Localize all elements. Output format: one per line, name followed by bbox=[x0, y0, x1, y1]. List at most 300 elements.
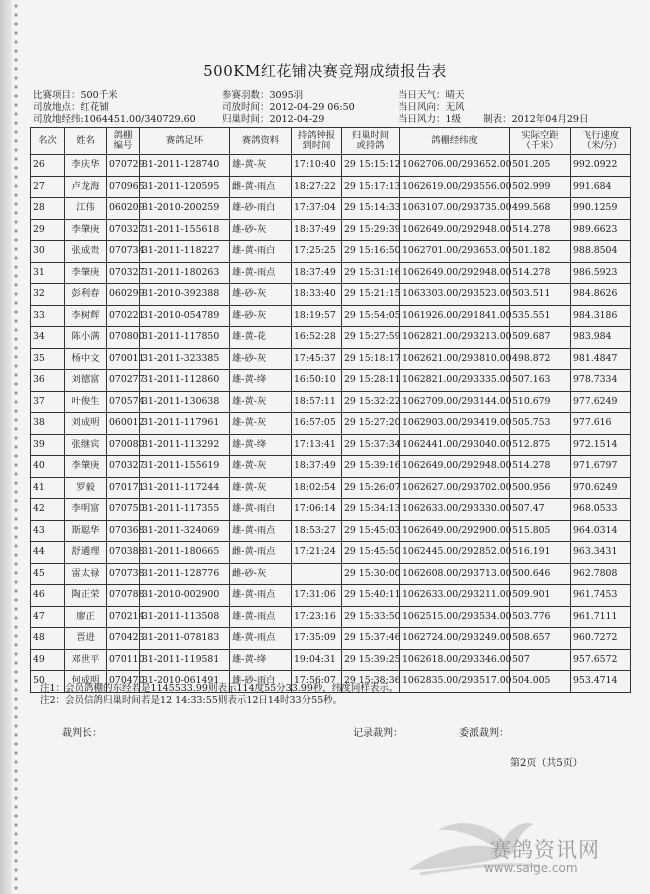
header-name: 姓名 bbox=[65, 128, 107, 155]
cell-loft-id: 070327 bbox=[107, 456, 140, 478]
cell-distance: 500.956 bbox=[510, 477, 571, 499]
cell-rank: 41 bbox=[31, 477, 65, 499]
cell-distance: 509.901 bbox=[510, 585, 571, 607]
cell-speed: 978.7334 bbox=[571, 370, 631, 392]
cell-loft-coords: 1062709.00/293144.00 bbox=[400, 391, 510, 413]
cell-loft-coords: 1062633.00/293211.00 bbox=[400, 585, 510, 607]
made-date: 制表：2012年04月29日 bbox=[483, 114, 589, 125]
header-rank: 名次 bbox=[31, 128, 65, 155]
cell-loft-id: 070423 bbox=[107, 628, 140, 650]
table-row bbox=[31, 348, 631, 370]
cell-loft-id: 070750 bbox=[107, 499, 140, 521]
recording-referee-label: 记录裁判： bbox=[353, 728, 403, 739]
header-loft-id: 鸽棚编号 bbox=[107, 128, 140, 155]
cell-speed: 988.8504 bbox=[571, 241, 631, 263]
table-row bbox=[31, 176, 631, 198]
cell-name: 罗毅 bbox=[65, 477, 107, 499]
cell-loft-id: 060209 bbox=[107, 198, 140, 220]
cell-rank: 37 bbox=[31, 391, 65, 413]
cell-name: 斯聪华 bbox=[65, 520, 107, 542]
cell-bird-info: 雄-黄-灰 bbox=[230, 477, 292, 499]
cell-ring: 31-2011-078183 bbox=[140, 628, 230, 650]
cell-name: 何成明 bbox=[65, 671, 107, 693]
cell-return-time: 29 15:16:50 bbox=[342, 241, 400, 263]
cell-ring: 31-2011-155618 bbox=[140, 219, 230, 241]
cell-loft-id: 070388 bbox=[107, 542, 140, 564]
cell-return-time: 29 15:34:13 bbox=[342, 499, 400, 521]
cell-loft-coords: 1061926.00/291841.00 bbox=[400, 305, 510, 327]
info-right bbox=[398, 90, 588, 126]
cell-ring: 31-2011-180665 bbox=[140, 542, 230, 564]
cell-distance: 509.687 bbox=[510, 327, 571, 349]
cell-loft-coords: 1062619.00/293556.00 bbox=[400, 176, 510, 198]
cell-clock-time: 16:57:05 bbox=[292, 413, 342, 435]
header-distance: 实际空距（千米） bbox=[510, 128, 571, 155]
cell-return-time: 29 15:21:15 bbox=[342, 284, 400, 306]
cell-ring: 31-2011-117850 bbox=[140, 327, 230, 349]
cell-clock-time: 17:21:24 bbox=[292, 542, 342, 564]
table-header-row bbox=[31, 128, 631, 155]
cell-loft-coords: 1062621.00/293810.00 bbox=[400, 348, 510, 370]
cell-loft-coords: 1062445.00/292852.00 bbox=[400, 542, 510, 564]
table-row bbox=[31, 262, 631, 284]
notes bbox=[40, 683, 398, 707]
cell-rank: 26 bbox=[31, 155, 65, 177]
report-title: 500KM红花铺决赛竞翔成绩报告表 bbox=[203, 62, 447, 80]
cell-bird-info: 雌-黄-雨点 bbox=[230, 176, 292, 198]
cell-return-time: 29 15:45:50 bbox=[342, 542, 400, 564]
cell-loft-coords: 1062627.00/293702.00 bbox=[400, 477, 510, 499]
table-row bbox=[31, 628, 631, 650]
cell-return-time: 29 15:54:05 bbox=[342, 305, 400, 327]
cell-clock-time: 18:37:49 bbox=[292, 262, 342, 284]
cell-rank: 48 bbox=[31, 628, 65, 650]
cell-ring: 31-2011-113508 bbox=[140, 606, 230, 628]
cell-name: 叶俊生 bbox=[65, 391, 107, 413]
release-time: 司放时间：2012-04-29 06:50 bbox=[222, 102, 355, 113]
cell-name: 陶正荣 bbox=[65, 585, 107, 607]
cell-name: 刘德富 bbox=[65, 370, 107, 392]
table-row bbox=[31, 391, 631, 413]
cell-loft-id: 070171 bbox=[107, 477, 140, 499]
cell-rank: 38 bbox=[31, 413, 65, 435]
cell-rank: 50 bbox=[31, 671, 65, 693]
cell-clock-time: 16:50:10 bbox=[292, 370, 342, 392]
cell-speed: 984.3186 bbox=[571, 305, 631, 327]
cell-distance: 505.753 bbox=[510, 413, 571, 435]
header-speed: 飞行速度（米/分） bbox=[571, 128, 631, 155]
cell-clock-time: 18:53:27 bbox=[292, 520, 342, 542]
cell-bird-info: 雄-砂-灰 bbox=[230, 219, 292, 241]
cell-bird-info: 雄-黄-绛 bbox=[230, 649, 292, 671]
cell-return-time: 29 15:17:13 bbox=[342, 176, 400, 198]
cell-ring: 31-2011-128776 bbox=[140, 563, 230, 585]
cell-return-time: 29 15:37:46 bbox=[342, 628, 400, 650]
cell-return-time: 29 15:45:03 bbox=[342, 520, 400, 542]
cell-loft-id: 070470 bbox=[107, 671, 140, 693]
cell-distance: 514.278 bbox=[510, 219, 571, 241]
cell-rank: 49 bbox=[31, 649, 65, 671]
results-table bbox=[30, 127, 631, 693]
table-row bbox=[31, 499, 631, 521]
cell-rank: 34 bbox=[31, 327, 65, 349]
cell-bird-info: 雄-黄-雨白 bbox=[230, 241, 292, 263]
cell-loft-coords: 1062441.00/293040.00 bbox=[400, 434, 510, 456]
cell-ring: 31-2010-061491 bbox=[140, 671, 230, 693]
cell-rank: 27 bbox=[31, 176, 65, 198]
cell-rank: 47 bbox=[31, 606, 65, 628]
cell-speed: 970.6249 bbox=[571, 477, 631, 499]
cell-distance: 504.005 bbox=[510, 671, 571, 693]
cell-ring: 31-2011-117355 bbox=[140, 499, 230, 521]
cell-name: 卢龙海 bbox=[65, 176, 107, 198]
cell-distance: 503.776 bbox=[510, 606, 571, 628]
cell-rank: 31 bbox=[31, 262, 65, 284]
cell-loft-id: 060299 bbox=[107, 284, 140, 306]
cell-rank: 29 bbox=[31, 219, 65, 241]
cell-distance: 500.646 bbox=[510, 563, 571, 585]
cell-distance: 535.551 bbox=[510, 305, 571, 327]
cell-rank: 30 bbox=[31, 241, 65, 263]
cell-name: 雷太禄 bbox=[65, 563, 107, 585]
cell-speed: 968.0533 bbox=[571, 499, 631, 521]
cell-name: 李肇庚 bbox=[65, 219, 107, 241]
cell-clock-time: 17:23:16 bbox=[292, 606, 342, 628]
cell-name: 杨中文 bbox=[65, 348, 107, 370]
header-loft-coords: 鸽棚经纬度 bbox=[400, 128, 510, 155]
cell-speed: 971.6797 bbox=[571, 456, 631, 478]
cell-speed: 990.1259 bbox=[571, 198, 631, 220]
cell-loft-id: 070327 bbox=[107, 262, 140, 284]
table-row bbox=[31, 413, 631, 435]
cell-return-time: 29 15:40:11 bbox=[342, 585, 400, 607]
header-bird-info: 赛鸽资料 bbox=[230, 128, 292, 155]
cell-ring: 31-2011-117961 bbox=[140, 413, 230, 435]
cell-loft-coords: 1062649.00/292900.00 bbox=[400, 520, 510, 542]
cell-loft-coords: 1062649.00/292948.00 bbox=[400, 262, 510, 284]
cell-ring: 31-2011-120595 bbox=[140, 176, 230, 198]
binding-edge bbox=[0, 0, 12, 894]
cell-clock-time: 17:13:41 bbox=[292, 434, 342, 456]
cell-name: 晋进 bbox=[65, 628, 107, 650]
cell-name: 李明富 bbox=[65, 499, 107, 521]
race-item: 比赛项目：500千米 bbox=[33, 90, 118, 101]
cell-ring: 31-2010-054789 bbox=[140, 305, 230, 327]
table-row bbox=[31, 219, 631, 241]
cell-loft-id: 070574 bbox=[107, 391, 140, 413]
cell-distance: 507.163 bbox=[510, 370, 571, 392]
cell-name: 江伟 bbox=[65, 198, 107, 220]
cell-rank: 36 bbox=[31, 370, 65, 392]
cell-return-time: 29 15:28:11 bbox=[342, 370, 400, 392]
cell-distance: 502.999 bbox=[510, 176, 571, 198]
cell-loft-id: 070214 bbox=[107, 606, 140, 628]
cell-return-time: 29 15:14:33 bbox=[342, 198, 400, 220]
cell-return-time: 29 15:31:16 bbox=[342, 262, 400, 284]
cell-ring: 31-2010-002900 bbox=[140, 585, 230, 607]
cell-name: 刘成明 bbox=[65, 413, 107, 435]
cell-name: 张成贵 bbox=[65, 241, 107, 263]
cell-loft-id: 070368 bbox=[107, 520, 140, 542]
cell-clock-time: 17:10:40 bbox=[292, 155, 342, 177]
cell-return-time: 29 15:30:00 bbox=[342, 563, 400, 585]
cell-ring: 31-2011-113292 bbox=[140, 434, 230, 456]
cell-ring: 31-2010-392388 bbox=[140, 284, 230, 306]
note-2: 注2：会员信鸽归巢时间若是12 14:33:55则表示12日14时33分55秒。 bbox=[40, 695, 343, 706]
cell-loft-coords: 1062633.00/293330.00 bbox=[400, 499, 510, 521]
cell-bird-info: 雄-砂-灰 bbox=[230, 284, 292, 306]
cell-speed: 964.0314 bbox=[571, 520, 631, 542]
cell-return-time: 29 15:27:20 bbox=[342, 413, 400, 435]
cell-ring: 31-2011-117244 bbox=[140, 477, 230, 499]
cell-clock-time: 17:06:14 bbox=[292, 499, 342, 521]
cell-name: 廖正 bbox=[65, 606, 107, 628]
cell-loft-coords: 1062701.00/293653.00 bbox=[400, 241, 510, 263]
table-row bbox=[31, 305, 631, 327]
table-row bbox=[31, 563, 631, 585]
cell-speed: 962.7808 bbox=[571, 563, 631, 585]
table-row bbox=[31, 456, 631, 478]
cell-distance: 515.805 bbox=[510, 520, 571, 542]
table-row bbox=[31, 327, 631, 349]
table-row bbox=[31, 606, 631, 628]
cell-speed: 989.6623 bbox=[571, 219, 631, 241]
cell-rank: 45 bbox=[31, 563, 65, 585]
cell-return-time: 29 15:39:25 bbox=[342, 649, 400, 671]
cell-bird-info: 雌-黄-雨点 bbox=[230, 542, 292, 564]
cell-speed: 983.984 bbox=[571, 327, 631, 349]
cell-ring: 31-2011-128740 bbox=[140, 155, 230, 177]
cell-clock-time: 17:45:37 bbox=[292, 348, 342, 370]
cell-distance: 508.657 bbox=[510, 628, 571, 650]
watermark-url: www.saige.com bbox=[484, 861, 578, 875]
cell-distance: 512.875 bbox=[510, 434, 571, 456]
cell-loft-id: 060012 bbox=[107, 413, 140, 435]
cell-loft-coords: 1062821.00/293335.00 bbox=[400, 370, 510, 392]
cell-return-time: 29 15:33:50 bbox=[342, 606, 400, 628]
wind-direction: 当日风向：无风 bbox=[398, 102, 465, 113]
cell-ring: 31-2011-119581 bbox=[140, 649, 230, 671]
release-coords: 司放地经纬:1064451.00/340729.60 bbox=[33, 114, 196, 125]
cell-loft-id: 070738 bbox=[107, 563, 140, 585]
watermark-site-name: 赛鸽资讯网 bbox=[490, 838, 600, 862]
cell-rank: 42 bbox=[31, 499, 65, 521]
cell-clock-time: 17:31:06 bbox=[292, 585, 342, 607]
cell-loft-id: 070800 bbox=[107, 327, 140, 349]
table-row bbox=[31, 520, 631, 542]
cell-clock-time: 17:35:09 bbox=[292, 628, 342, 650]
cell-speed: 977.616 bbox=[571, 413, 631, 435]
cell-speed: 961.7111 bbox=[571, 606, 631, 628]
table-row bbox=[31, 198, 631, 220]
cell-loft-coords: 1062724.00/293249.00 bbox=[400, 628, 510, 650]
cell-distance: 514.278 bbox=[510, 262, 571, 284]
cell-name: 邓世平 bbox=[65, 649, 107, 671]
cell-bird-info: 雄-砂-灰 bbox=[230, 348, 292, 370]
cell-return-time: 29 15:15:12 bbox=[342, 155, 400, 177]
cell-loft-coords: 1062835.00/293517.00 bbox=[400, 671, 510, 693]
cell-distance: 514.278 bbox=[510, 456, 571, 478]
cell-bird-info: 雄-黄-花 bbox=[230, 327, 292, 349]
table-row bbox=[31, 155, 631, 177]
table-row bbox=[31, 542, 631, 564]
cell-clock-time bbox=[292, 563, 342, 585]
cell-clock-time: 18:37:49 bbox=[292, 219, 342, 241]
entries-count: 参赛羽数：3095羽 bbox=[222, 90, 304, 101]
cell-distance: 503.511 bbox=[510, 284, 571, 306]
cell-rank: 43 bbox=[31, 520, 65, 542]
cell-speed: 960.7272 bbox=[571, 628, 631, 650]
cell-bird-info: 雄-黄-灰 bbox=[230, 413, 292, 435]
cell-bird-info: 雄-黄-灰 bbox=[230, 155, 292, 177]
cell-bird-info: 雄-砂-雨白 bbox=[230, 671, 292, 693]
table-row bbox=[31, 434, 631, 456]
cell-distance: 510.679 bbox=[510, 391, 571, 413]
cell-ring: 31-2011-155619 bbox=[140, 456, 230, 478]
cell-bird-info: 雄-黄-绛 bbox=[230, 370, 292, 392]
cell-loft-coords: 1062903.00/293419.00 bbox=[400, 413, 510, 435]
return-time: 归巢时间：2012-04-29 bbox=[222, 114, 325, 125]
table-row bbox=[31, 585, 631, 607]
cell-bird-info: 雄-黄-灰 bbox=[230, 456, 292, 478]
cell-ring: 31-2010-200259 bbox=[140, 198, 230, 220]
cell-loft-coords: 1062515.00/293534.00 bbox=[400, 606, 510, 628]
cell-speed: 981.4847 bbox=[571, 348, 631, 370]
cell-clock-time: 17:56:07 bbox=[292, 671, 342, 693]
note-1: 注1：会员鸽棚的东经若是1145533.99则表示114度55分33.99秒，纬度同样表示。 bbox=[40, 683, 399, 694]
cell-ring: 31-2011-118227 bbox=[140, 241, 230, 263]
cell-clock-time: 18:27:22 bbox=[292, 176, 342, 198]
cell-rank: 39 bbox=[31, 434, 65, 456]
cell-bird-info: 雄-黄-灰 bbox=[230, 391, 292, 413]
cell-rank: 46 bbox=[31, 585, 65, 607]
cell-return-time: 29 15:18:17 bbox=[342, 348, 400, 370]
cell-name: 李庆华 bbox=[65, 155, 107, 177]
cell-distance: 516.191 bbox=[510, 542, 571, 564]
cell-ring: 31-2011-112860 bbox=[140, 370, 230, 392]
cell-bird-info: 雄-黄-绛 bbox=[230, 434, 292, 456]
cell-return-time: 29 15:29:39 bbox=[342, 219, 400, 241]
weather: 当日天气：晴天 bbox=[398, 90, 465, 101]
cell-loft-coords: 1062821.00/293213.00 bbox=[400, 327, 510, 349]
info-left bbox=[33, 90, 196, 126]
cell-loft-coords: 1062608.00/293713.00 bbox=[400, 563, 510, 585]
cell-loft-id: 070080 bbox=[107, 434, 140, 456]
cell-return-time: 29 15:39:16 bbox=[342, 456, 400, 478]
table-row bbox=[31, 649, 631, 671]
cell-name: 李肇庚 bbox=[65, 262, 107, 284]
cell-bird-info: 雄-黄-雨点 bbox=[230, 520, 292, 542]
release-place: 司放地点：红花铺 bbox=[33, 102, 110, 113]
cell-ring: 31-2011-180263 bbox=[140, 262, 230, 284]
cell-rank: 32 bbox=[31, 284, 65, 306]
cell-return-time: 29 15:26:07 bbox=[342, 477, 400, 499]
cell-distance: 507 bbox=[510, 649, 571, 671]
cell-loft-id: 070729 bbox=[107, 155, 140, 177]
info-middle bbox=[222, 90, 355, 126]
cell-loft-coords: 1062618.00/293346.00 bbox=[400, 649, 510, 671]
cell-name: 舒遹理 bbox=[65, 542, 107, 564]
cell-speed: 963.3431 bbox=[571, 542, 631, 564]
cell-bird-info: 雌-砂-灰 bbox=[230, 563, 292, 585]
cell-name: 李树辉 bbox=[65, 305, 107, 327]
cell-loft-id: 070734 bbox=[107, 241, 140, 263]
cell-bird-info: 雄-黄-雨点 bbox=[230, 628, 292, 650]
cell-return-time: 29 15:38:36 bbox=[342, 671, 400, 693]
cell-distance: 501.205 bbox=[510, 155, 571, 177]
cell-distance: 498.872 bbox=[510, 348, 571, 370]
cell-name: 张继宾 bbox=[65, 434, 107, 456]
cell-distance: 501.182 bbox=[510, 241, 571, 263]
cell-clock-time: 18:02:54 bbox=[292, 477, 342, 499]
cell-return-time: 29 15:27:59 bbox=[342, 327, 400, 349]
cell-bird-info: 雄-砂-灰 bbox=[230, 305, 292, 327]
referee-chief-label: 裁判长： bbox=[62, 728, 102, 739]
wind-force: 当日风力：1级 bbox=[398, 114, 462, 125]
cell-loft-id: 070110 bbox=[107, 649, 140, 671]
cell-return-time: 29 15:37:34 bbox=[342, 434, 400, 456]
cell-distance: 499.568 bbox=[510, 198, 571, 220]
cell-clock-time: 18:57:11 bbox=[292, 391, 342, 413]
cell-speed: 972.1514 bbox=[571, 434, 631, 456]
cell-loft-coords: 1063303.00/293523.00 bbox=[400, 284, 510, 306]
cell-speed: 986.5923 bbox=[571, 262, 631, 284]
cell-speed: 953.4714 bbox=[571, 671, 631, 693]
page-number: 第2页（共5页） bbox=[510, 758, 583, 769]
cell-bird-info: 雄-黄-雨点 bbox=[230, 606, 292, 628]
cell-loft-id: 070011 bbox=[107, 348, 140, 370]
cell-rank: 28 bbox=[31, 198, 65, 220]
cell-clock-time: 18:37:49 bbox=[292, 456, 342, 478]
cell-name: 陈小满 bbox=[65, 327, 107, 349]
cell-bird-info: 雄-黄-雨白 bbox=[230, 499, 292, 521]
cell-clock-time: 18:19:57 bbox=[292, 305, 342, 327]
cell-ring: 31-2011-130638 bbox=[140, 391, 230, 413]
cell-speed: 984.8626 bbox=[571, 284, 631, 306]
cell-clock-time: 17:37:04 bbox=[292, 198, 342, 220]
cell-speed: 977.6249 bbox=[571, 391, 631, 413]
cell-speed: 992.0922 bbox=[571, 155, 631, 177]
cell-clock-time: 17:25:25 bbox=[292, 241, 342, 263]
cell-rank: 33 bbox=[31, 305, 65, 327]
table-row bbox=[31, 477, 631, 499]
cell-rank: 40 bbox=[31, 456, 65, 478]
cell-speed: 961.7453 bbox=[571, 585, 631, 607]
cell-name: 李肇庚 bbox=[65, 456, 107, 478]
cell-speed: 957.6572 bbox=[571, 649, 631, 671]
cell-clock-time: 19:04:31 bbox=[292, 649, 342, 671]
cell-return-time: 29 15:32:22 bbox=[342, 391, 400, 413]
assigned-referee-label: 委派裁判： bbox=[459, 728, 509, 739]
wind-force-and-date bbox=[398, 114, 588, 126]
cell-rank: 44 bbox=[31, 542, 65, 564]
cell-clock-time: 18:33:40 bbox=[292, 284, 342, 306]
cell-clock-time: 16:52:28 bbox=[292, 327, 342, 349]
cell-distance: 507.47 bbox=[510, 499, 571, 521]
cell-loft-id: 070277 bbox=[107, 370, 140, 392]
cell-loft-coords: 1062649.00/292948.00 bbox=[400, 219, 510, 241]
cell-bird-info: 雄-黄-雨点 bbox=[230, 262, 292, 284]
cell-loft-id: 070965 bbox=[107, 176, 140, 198]
cell-loft-id: 070221 bbox=[107, 305, 140, 327]
cell-loft-id: 070327 bbox=[107, 219, 140, 241]
header-clock-time: 持鸽钟报到时间 bbox=[292, 128, 342, 155]
cell-rank: 35 bbox=[31, 348, 65, 370]
cell-loft-coords: 1063107.00/293735.00 bbox=[400, 198, 510, 220]
binding-holes bbox=[12, 0, 20, 894]
cell-name: 彭利春 bbox=[65, 284, 107, 306]
table-row bbox=[31, 370, 631, 392]
